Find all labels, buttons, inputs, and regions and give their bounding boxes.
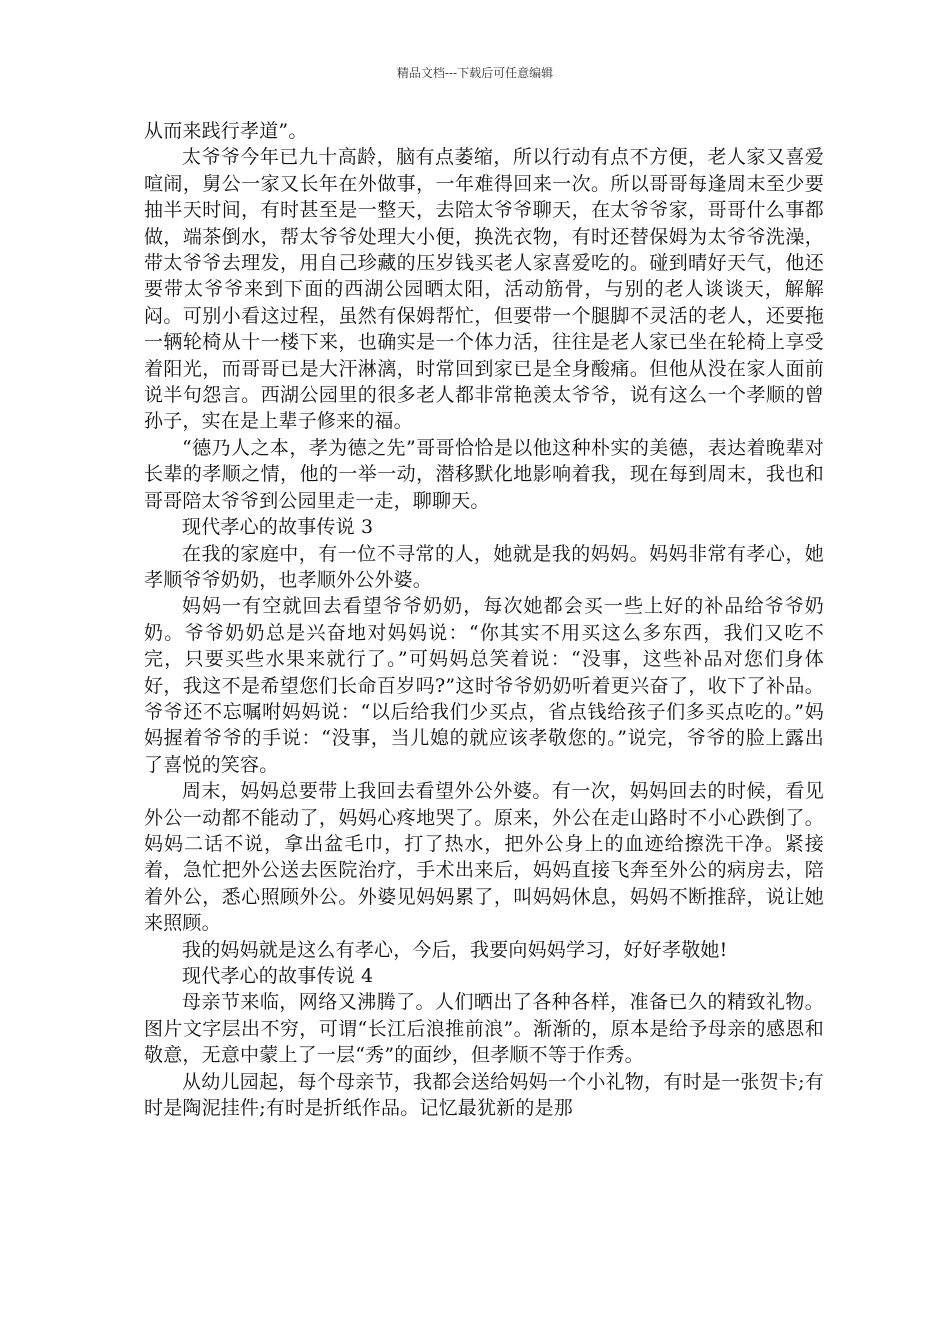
paragraph: 在我的家庭中，有一位不寻常的人，她就是我的妈妈。妈妈非常有孝心，她孝顺爷爷奶奶，也孝顺外公外婆。	[144, 542, 824, 591]
paragraph: 太爷爷今年已九十高龄，脑有点萎缩，所以行动有点不方便，老人家又喜爱喧闹，舅公一家又长年在外做事，一年难得回来一次。所以哥哥每逢周末至少要抽半天时间，有时甚至是一整天，去陪太爷爷聊天，在太爷爷家，哥哥什么事都做，端茶倒水，帮太爷爷处理大小便，换洗衣物，有时还替保姆为太爷爷洗澡，带太爷爷去理发，用自己珍藏的压岁钱买老人家喜爱吃的。碰到晴好天气，他还要带太爷爷来到下面的西湖公园晒太阳，活动筋骨，与别的老人谈谈天，解解闷。可别小看这过程，虽然有保姆帮忙，但要带一个腿脚不灵活的老人，还要拖一辆轮椅从十一楼下来，也确实是一个体力活，往往是老人家已坐在轮椅上享受着阳光，而哥哥已是大汗淋漓，时常回到家已是全身酸痛。但他从没在家人面前说半句怨言。西湖公园里的很多老人都非常艳羡太爷爷，说有这么一个孝顺的曾孙子，实在是上辈子修来的福。	[144, 146, 824, 433]
paragraph: 从而来践行孝道”。	[144, 120, 308, 142]
page-header: 精品文档---下载后可任意编辑	[396, 66, 554, 80]
paragraph: 从幼儿园起，每个母亲节，我都会送给妈妈一个小礼物，有时是一张贺卡;有时是陶泥挂件;有时是折纸作品。记忆最犹新的是那	[144, 1070, 824, 1120]
section-heading: 现代孝心的故事传说 3	[182, 516, 374, 539]
paragraph: 妈妈一有空就回去看望爷爷奶奶，每次她都会买一些上好的补品给爷爷奶奶。爷爷奶奶总是兴奋地对妈妈说：“你其实不用买这么多东西，我们又吃不完，只要买些水果来就行了。”可妈妈总笑着说：“没事，这些补品对您们身体好，我这不是希望您们长命百岁吗?”这时爷爷奶奶听着更兴奋了，收下了补品。爷爷还不忘嘱咐妈妈说：“以后给我们少买点，省点钱给孩子们多买点吃的。”妈妈握着爷爷的手说：“没事，当儿媳的就应该孝敬您的。”说完，爷爷的脸上露出了喜悦的笑容。	[144, 595, 824, 776]
section-heading: 现代孝心的故事传说 4	[182, 965, 374, 987]
paragraph: 我的妈妈就是这么有孝心，今后，我要向妈妈学习，好好孝敬她!	[182, 938, 728, 961]
paragraph: “德乃人之本，孝为德之先”哥哥恰恰是以他这种朴实的美德，表达着晚辈对长辈的孝顺之情，他的一举一动，潜移默化地影响着我，现在每到周末，我也和哥哥陪太爷爷到公园里走一走，聊聊天。	[144, 436, 824, 512]
paragraph: 母亲节来临，网络又沸腾了。人们晒出了各种各样，准备已久的精致礼物。图片文字层出不穷，可谓“长江后浪推前浪”。渐渐的，原本是给予母亲的感恩和敬意，无意中蒙上了一层“秀”的面纱，但孝顺不等于作秀。	[144, 991, 824, 1067]
document-body	[144, 118, 824, 1121]
paragraph: 周末，妈妈总要带上我回去看望外公外婆。有一次，妈妈回去的时候，看见外公一动都不能动了，妈妈心疼地哭了。原来，外公在走山路时不小心跌倒了。妈妈二话不说，拿出盆毛巾，打了热水，把外公身上的血迹给擦洗干净。紧接着，急忙把外公送去医院治疗，手术出来后，妈妈直接飞奔至外公的病房去，陪着外公，悉心照顾外公。外婆见妈妈累了，叫妈妈休息，妈妈不断推辞，说让她来照顾。	[144, 780, 824, 935]
